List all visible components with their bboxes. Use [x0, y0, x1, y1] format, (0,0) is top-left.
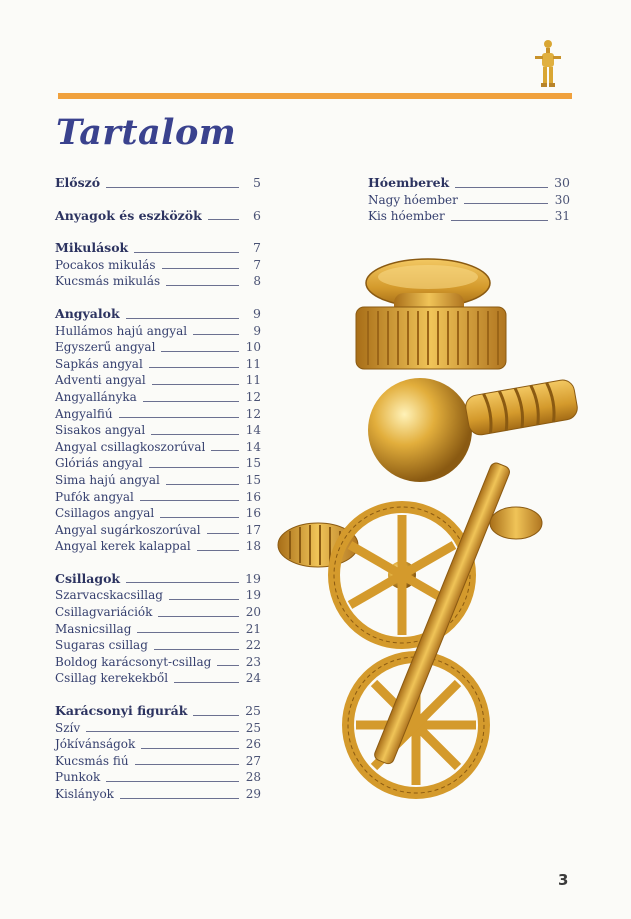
toc-entry-title: Pocakos mikulás — [55, 257, 156, 272]
toc-entry — [55, 587, 261, 604]
toc-entry — [55, 769, 261, 786]
toc-section-heading — [368, 175, 570, 192]
toc-leader-line — [141, 748, 239, 749]
toc-entry — [55, 273, 261, 290]
toc-entry-title: Kislányok — [55, 787, 114, 801]
toc-entry-title: Sugaras csillag — [55, 638, 148, 653]
toc-entry — [55, 720, 261, 737]
toc-entry-title: Boldog karácsonyt-csillag — [55, 654, 212, 669]
toc-entry-title: Jókívánságok — [55, 737, 136, 752]
toc-entry-title: Mikulások — [55, 240, 129, 256]
toc-page-number: 9 — [253, 323, 261, 338]
toc-entry — [55, 406, 261, 423]
toc-entry-title: Angyalfiú — [55, 406, 113, 421]
toc-section — [55, 571, 261, 687]
toc-entry — [55, 654, 261, 671]
toc-leader-line — [154, 649, 239, 650]
toc-section — [55, 208, 261, 225]
toc-entry-title: Adventi angyal — [55, 373, 146, 388]
toc-page-number: 7 — [253, 257, 261, 272]
toc-leader-line — [140, 500, 239, 501]
toc-entry-title: Hullámos hajú angyal — [55, 323, 188, 338]
toc-leader-line — [169, 599, 239, 600]
toc-entry — [368, 208, 570, 225]
toc-page-number: 8 — [253, 274, 261, 289]
toc-entry-title: Csillagvariációk — [55, 605, 153, 620]
toc-leader-line — [217, 665, 239, 666]
toc-page-number: 19 — [245, 570, 261, 586]
toc-section-heading — [55, 703, 261, 720]
toc-page-number: 30 — [554, 192, 570, 207]
toc-leader-line — [126, 582, 239, 583]
toc-entry-title: Masnicsillag — [55, 621, 132, 636]
toc-leader-line — [119, 417, 239, 418]
toc-entry — [55, 422, 261, 439]
toc-entry-title: Nagy hóember — [368, 192, 458, 207]
toc-leader-line — [86, 731, 239, 732]
toc-page-number: 16 — [245, 506, 261, 521]
toc-page-number: 12 — [245, 406, 261, 421]
toc-page-number: 6 — [253, 207, 261, 223]
page-title: Tartalom — [56, 112, 237, 153]
toc-entry-title: Glóriás angyal — [55, 456, 143, 471]
toc-page-number: 29 — [245, 787, 261, 801]
toc-page-number: 11 — [245, 373, 261, 388]
toc-page-number: 19 — [245, 588, 261, 603]
page-number: 3 — [558, 871, 569, 889]
toc-entry — [55, 786, 261, 803]
toc-page-number: 31 — [554, 209, 570, 224]
toc-entry-title: Anyagok és eszközök — [55, 207, 202, 223]
toc-entry-title: Angyal csillagkoszorúval — [55, 439, 206, 454]
toc-entry-title: Angyal kerek kalappal — [55, 539, 191, 554]
toc-entry — [55, 753, 261, 770]
toc-leader-line — [207, 533, 239, 534]
toc-entry-title: Szarvacskacsillag — [55, 588, 163, 603]
toc-entry-title: Angyalok — [55, 305, 120, 321]
toc-entry — [55, 472, 261, 489]
toc-page-number: 22 — [245, 638, 261, 653]
toc-entry — [55, 621, 261, 638]
toc-leader-line — [211, 450, 239, 451]
toc-leader-line — [162, 268, 239, 269]
toc-entry — [55, 439, 261, 456]
toc-leader-line — [166, 484, 239, 485]
toc-leader-line — [134, 252, 239, 253]
toc-leader-line — [160, 517, 239, 518]
toc-entry-title: Sisakos angyal — [55, 423, 146, 438]
toc-page-number: 24 — [245, 671, 261, 686]
toc-page-number: 26 — [245, 737, 261, 752]
toc-entry — [55, 505, 261, 522]
toc-leader-line — [151, 434, 239, 435]
toc-entry-title: Pufók angyal — [55, 489, 134, 504]
toc-section-heading — [55, 571, 261, 588]
toc-page-number: 20 — [245, 605, 261, 620]
small-gold-figurine-icon — [533, 38, 563, 94]
toc-entry — [55, 670, 261, 687]
toc-leader-line — [464, 203, 548, 204]
toc-entry-title: Előszó — [55, 175, 101, 190]
toc-entry-title: Punkok — [55, 770, 101, 785]
toc-entry — [55, 372, 261, 389]
toc-right-column — [368, 175, 570, 241]
toc-entry-title: Sima hajú angyal — [55, 472, 160, 487]
toc-page-number: 15 — [245, 456, 261, 471]
toc-page-number: 14 — [245, 423, 261, 438]
toc-entry-title: Csillagok — [55, 570, 121, 586]
toc-section — [55, 306, 261, 555]
toc-leader-line — [106, 187, 239, 188]
toc-entry — [55, 538, 261, 555]
toc-entry-title: Kis hóember — [368, 209, 445, 224]
toc-entry — [55, 323, 261, 340]
toc-left-column — [55, 175, 261, 819]
toc-page-number: 9 — [253, 305, 261, 321]
toc-page-number: 16 — [245, 489, 261, 504]
toc-leader-line — [451, 220, 548, 221]
toc-page-number: 25 — [245, 703, 261, 719]
toc-entry — [55, 356, 261, 373]
toc-page-number: 18 — [245, 539, 261, 554]
toc-leader-line — [193, 715, 239, 716]
toc-entry-title: Egyszerű angyal — [55, 340, 156, 355]
toc-leader-line — [106, 781, 239, 782]
toc-leader-line — [152, 384, 239, 385]
toc-leader-line — [120, 798, 239, 799]
toc-entry-title: Kucsmás fiú — [55, 753, 129, 768]
toc-entry-title: Hóemberek — [368, 175, 450, 190]
toc-entry-title: Kucsmás mikulás — [55, 274, 161, 289]
toc-entry — [55, 604, 261, 621]
toc-entry — [55, 339, 261, 356]
toc-leader-line — [149, 367, 239, 368]
toc-page-number: 11 — [245, 356, 261, 371]
toc-section-heading — [55, 175, 261, 192]
toc-page-number: 17 — [245, 522, 261, 537]
toc-leader-line — [161, 351, 239, 352]
toc-section-heading — [55, 240, 261, 257]
toc-entry — [55, 522, 261, 539]
toc-leader-line — [166, 285, 239, 286]
toc-page-number: 5 — [253, 175, 261, 190]
toc-leader-line — [174, 682, 239, 683]
toc-entry-title: Sapkás angyal — [55, 356, 143, 371]
toc-leader-line — [158, 616, 239, 617]
toc-leader-line — [149, 467, 239, 468]
toc-leader-line — [137, 632, 239, 633]
gold-robot-figurine-image — [272, 255, 592, 805]
orange-header-rule — [58, 93, 572, 99]
toc-section-heading — [55, 208, 261, 225]
toc-entry — [55, 489, 261, 506]
toc-leader-line — [208, 219, 239, 220]
toc-section — [55, 175, 261, 192]
toc-leader-line — [455, 187, 548, 188]
toc-page-number: 7 — [253, 240, 261, 256]
toc-leader-line — [197, 550, 239, 551]
toc-entry — [55, 389, 261, 406]
toc-page-number: 28 — [245, 770, 261, 785]
toc-page-number: 30 — [554, 175, 570, 190]
toc-section — [55, 240, 261, 290]
toc-entry-title: Csillag kerekekből — [55, 671, 169, 686]
toc-entry — [55, 637, 261, 654]
toc-page-number: 27 — [245, 753, 261, 768]
toc-section-heading — [55, 306, 261, 323]
toc-page-number: 25 — [245, 720, 261, 735]
toc-section — [55, 703, 261, 803]
toc-entry — [55, 455, 261, 472]
toc-leader-line — [126, 318, 239, 319]
toc-leader-line — [143, 401, 239, 402]
toc-page-number: 15 — [245, 472, 261, 487]
toc-leader-line — [135, 764, 239, 765]
toc-entry — [368, 192, 570, 209]
toc-section — [368, 175, 570, 225]
toc-page-number: 23 — [245, 654, 261, 669]
toc-entry-title: Szív — [55, 720, 81, 735]
toc-page-number: 12 — [245, 389, 261, 404]
toc-page-number: 21 — [245, 621, 261, 636]
toc-entry-title: Angyallányka — [55, 389, 137, 404]
toc-entry-title: Karácsonyi figurák — [55, 703, 188, 719]
toc-page-number: 10 — [245, 340, 261, 355]
toc-entry — [55, 736, 261, 753]
toc-entry-title: Angyal sugárkoszorúval — [55, 522, 201, 537]
toc-page-number: 14 — [245, 439, 261, 454]
toc-entry — [55, 257, 261, 274]
toc-entry-title: Csillagos angyal — [55, 506, 155, 521]
toc-leader-line — [193, 334, 239, 335]
